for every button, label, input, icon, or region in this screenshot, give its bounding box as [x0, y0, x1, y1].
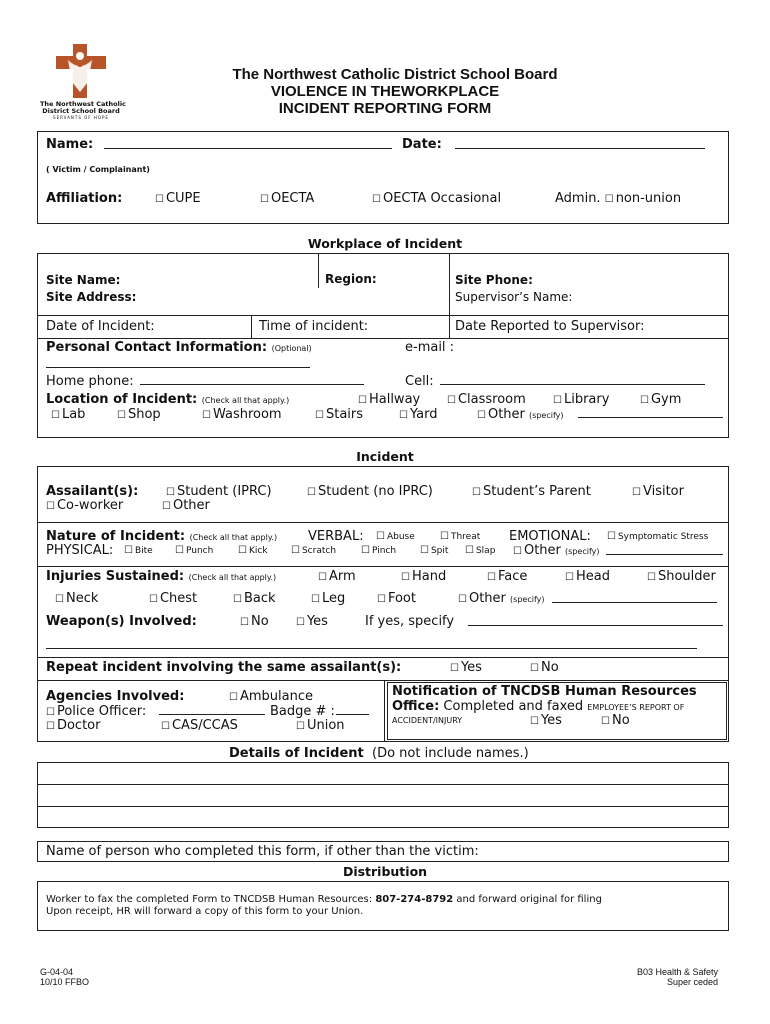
weapons-specify-field-2[interactable]	[46, 637, 697, 649]
checkbox-icon[interactable]: ☐	[46, 721, 55, 732]
time-of-incident-label: Time of incident:	[259, 319, 369, 334]
details-box[interactable]	[37, 762, 729, 828]
checkbox-icon[interactable]: ☐	[233, 594, 242, 605]
injury-leg[interactable]: ☐ Leg	[311, 591, 346, 606]
footer-section: B03 Health & Safety	[636, 967, 718, 977]
checkbox-icon[interactable]: ☐	[175, 545, 184, 556]
loc-hallway[interactable]: ☐ Hallway	[358, 392, 421, 407]
checkbox-icon[interactable]: ☐	[399, 410, 408, 421]
notification-line3: ACCIDENT/INJURY	[392, 716, 463, 725]
assailant-visitor[interactable]: ☐ Visitor	[632, 484, 684, 499]
checkbox-icon[interactable]: ☐	[604, 194, 614, 205]
affiliation-cupe[interactable]: ☐ CUPE	[155, 191, 201, 206]
loc-washroom[interactable]: ☐ Washroom	[202, 407, 282, 422]
injury-shoulder[interactable]: ☐ Shoulder	[647, 569, 716, 584]
distribution-line2: Upon receipt, HR will forward a copy of this form to your Union.	[46, 906, 364, 917]
victim-note: ( Victim / Complainant)	[46, 165, 150, 174]
physical-slap[interactable]: ☐ Slap	[465, 545, 496, 556]
checkbox-icon[interactable]: ☐	[513, 546, 522, 557]
personal-contact-label: Personal Contact Information: (Optional)	[46, 340, 312, 355]
agencies-label: Agencies Involved:	[46, 689, 185, 704]
assailants-label: Assailant(s):	[46, 484, 139, 499]
checkbox-icon[interactable]: ☐	[601, 716, 610, 727]
completed-by-label: Name of person who completed this form, if other than the victim:	[46, 844, 479, 859]
checkbox-icon[interactable]: ☐	[487, 572, 496, 583]
org-title: The Northwest Catholic District School Board	[232, 66, 558, 83]
checkbox-icon[interactable]: ☐	[166, 487, 175, 498]
checkbox-icon[interactable]: ☐	[607, 531, 616, 542]
checkbox-icon[interactable]: ☐	[229, 692, 238, 703]
injury-foot[interactable]: ☐ Foot	[377, 591, 416, 606]
date-field[interactable]	[455, 137, 705, 149]
checkbox-icon[interactable]: ☐	[238, 545, 247, 556]
injury-neck[interactable]: ☐ Neck	[55, 591, 99, 606]
physical-bite[interactable]: ☐ Bite	[124, 545, 153, 556]
loc-lab[interactable]: ☐ Lab	[51, 407, 86, 422]
region-label: Region:	[325, 272, 377, 286]
checkbox-icon[interactable]: ☐	[361, 545, 370, 556]
loc-stairs[interactable]: ☐ Stairs	[315, 407, 364, 422]
checkbox-icon[interactable]: ☐	[202, 410, 211, 421]
nature-label: Nature of Incident: (Check all that apply.)	[46, 529, 278, 544]
weapons-specify-field[interactable]	[468, 614, 723, 626]
loc-shop[interactable]: ☐ Shop	[117, 407, 161, 422]
home-phone-label: Home phone:	[46, 374, 134, 389]
checkbox-icon[interactable]: ☐	[447, 395, 456, 406]
checkbox-icon[interactable]: ☐	[240, 617, 249, 628]
emotional-label: EMOTIONAL:	[509, 529, 591, 544]
checkbox-icon[interactable]: ☐	[315, 410, 324, 421]
physical-label: PHYSICAL:	[46, 543, 114, 558]
badge-label: Badge # :	[270, 704, 335, 719]
date-reported-label: Date Reported to Supervisor:	[455, 319, 645, 334]
incident-heading: Incident	[356, 449, 414, 464]
injury-arm[interactable]: ☐ Arm	[318, 569, 356, 584]
details-heading: Details of Incident (Do not include names.)	[229, 746, 529, 761]
checkbox-icon[interactable]: ☐	[477, 410, 486, 421]
loc-classroom[interactable]: ☐ Classroom	[447, 392, 526, 407]
checkbox-icon[interactable]: ☐	[46, 501, 55, 512]
checkbox-icon[interactable]: ☐	[311, 594, 320, 605]
logo-motto: SERVANTS OF HOPE	[53, 115, 109, 120]
personal-contact-field[interactable]	[46, 356, 310, 368]
verbal-label: VERBAL:	[308, 529, 364, 544]
checkbox-icon[interactable]: ☐	[530, 716, 539, 727]
repeat-no[interactable]: ☐ No	[530, 660, 559, 675]
checkbox-icon[interactable]: ☐	[376, 531, 385, 542]
distribution-line1: Worker to fax the completed Form to TNCDSB Human Resources: 807-274-8792 and forward original for filing	[46, 894, 602, 905]
physical-pinch[interactable]: ☐ Pinch	[361, 545, 397, 556]
police-officer-field[interactable]	[159, 703, 265, 715]
supervisor-label: Supervisor’s Name:	[455, 290, 573, 304]
checkbox-icon[interactable]: ☐	[296, 617, 305, 628]
checkbox-icon[interactable]: ☐	[632, 487, 641, 498]
checkbox-icon[interactable]: ☐	[161, 721, 170, 732]
weapons-no[interactable]: ☐ No	[240, 614, 269, 629]
cell-label: Cell:	[405, 374, 434, 389]
checkbox-icon[interactable]: ☐	[420, 545, 429, 556]
affiliation-oecta-occasional[interactable]: ☐ OECTA Occasional	[372, 191, 502, 206]
assailant-student-no-iprc[interactable]: ☐ Student (no IPRC)	[307, 484, 433, 499]
checkbox-icon[interactable]: ☐	[296, 721, 305, 732]
checkbox-icon[interactable]: ☐	[458, 594, 467, 605]
checkbox-icon[interactable]: ☐	[46, 707, 55, 718]
name-field[interactable]	[104, 137, 392, 149]
footer-rev: 10/10 FFBO	[40, 977, 90, 987]
distribution-heading: Distribution	[342, 864, 428, 879]
checkbox-icon[interactable]: ☐	[450, 663, 459, 674]
physical-spit[interactable]: ☐ Spit	[420, 545, 449, 556]
badge-field[interactable]	[336, 703, 369, 715]
home-phone-field[interactable]	[140, 373, 364, 385]
checkbox-icon[interactable]: ☐	[565, 572, 574, 583]
checkbox-icon[interactable]: ☐	[155, 194, 164, 205]
notification-no[interactable]: ☐ No	[601, 713, 630, 728]
repeat-label: Repeat incident involving the same assailant(s):	[46, 660, 402, 675]
physical-kick[interactable]: ☐ Kick	[238, 545, 268, 556]
injury-back[interactable]: ☐ Back	[233, 591, 276, 606]
physical-other-field[interactable]	[606, 543, 723, 555]
notification-title: Notification of TNCDSB Human Resources	[392, 684, 697, 699]
repeat-yes[interactable]: ☐ Yes	[450, 660, 482, 675]
location-label: Location of Incident: (Check all that apply.)	[46, 392, 290, 407]
injury-head[interactable]: ☐ Head	[565, 569, 610, 584]
footer-superceded: Super ceded	[666, 977, 718, 987]
checkbox-icon[interactable]: ☐	[647, 572, 656, 583]
form-title-2: INCIDENT REPORTING FORM	[278, 100, 492, 117]
checkbox-icon[interactable]: ☐	[465, 545, 474, 556]
checkbox-icon[interactable]: ☐	[124, 545, 133, 556]
checkbox-icon[interactable]: ☐	[640, 395, 649, 406]
injury-other-field[interactable]	[552, 591, 717, 603]
logo-text-line1: The Northwest Catholic	[40, 100, 126, 108]
affiliation-admin[interactable]: Admin. ☐ non-union	[555, 191, 682, 206]
injury-chest[interactable]: ☐ Chest	[149, 591, 198, 606]
checkbox-icon[interactable]: ☐	[291, 545, 300, 556]
injury-hand[interactable]: ☐ Hand	[401, 569, 447, 584]
checkbox-icon[interactable]: ☐	[553, 395, 562, 406]
email-label: e-mail :	[405, 340, 455, 355]
checkbox-icon[interactable]: ☐	[55, 594, 64, 605]
injury-face[interactable]: ☐ Face	[487, 569, 528, 584]
affiliation-oecta[interactable]: ☐ OECTA	[260, 191, 315, 206]
checkbox-icon[interactable]: ☐	[149, 594, 158, 605]
verbal-threat[interactable]: ☐ Threat	[440, 531, 481, 542]
checkbox-icon[interactable]: ☐	[162, 501, 171, 512]
injuries-label: Injuries Sustained: (Check all that apply.)	[46, 569, 277, 584]
checkbox-icon[interactable]: ☐	[401, 572, 410, 583]
checkbox-icon[interactable]: ☐	[307, 487, 316, 498]
agency-police[interactable]: ☐ Police Officer:	[46, 704, 147, 719]
agency-doctor[interactable]: ☐ Doctor	[46, 718, 101, 733]
cell-field[interactable]	[440, 373, 705, 385]
site-name-label: Site Name:	[46, 273, 121, 287]
weapons-if-yes-label: If yes, specify	[365, 614, 455, 629]
form-title-1: VIOLENCE IN THEWORKPLACE	[270, 83, 500, 100]
footer-code: G-04-04	[40, 967, 74, 977]
checkbox-icon[interactable]: ☐	[372, 194, 381, 205]
logo-text-line2: District School Board	[42, 107, 120, 115]
checkbox-icon[interactable]: ☐	[440, 531, 449, 542]
loc-gym[interactable]: ☐ Gym	[640, 392, 682, 407]
loc-library[interactable]: ☐ Library	[553, 392, 610, 407]
site-address-label: Site Address:	[46, 290, 137, 304]
physical-other[interactable]: ☐ Other (specify)	[513, 543, 600, 558]
loc-other[interactable]: ☐ Other (specify)	[477, 407, 564, 422]
assailant-coworker[interactable]: ☐ Co-worker	[46, 498, 124, 513]
verbal-abuse[interactable]: ☐ Abuse	[376, 531, 415, 542]
physical-scratch[interactable]: ☐ Scratch	[291, 545, 337, 556]
checkbox-icon[interactable]: ☐	[530, 663, 539, 674]
assailant-student-iprc[interactable]: ☐ Student (IPRC)	[166, 484, 272, 499]
loc-other-field[interactable]	[578, 406, 723, 418]
name-label: Name:	[46, 137, 94, 152]
loc-yard[interactable]: ☐ Yard	[399, 407, 438, 422]
checkbox-icon[interactable]: ☐	[117, 410, 126, 421]
notification-line2: Office: Completed and faxed EMPLOYEE’S REPORT OF	[392, 699, 685, 714]
injury-other[interactable]: ☐ Other (specify)	[458, 591, 545, 606]
checkbox-icon[interactable]: ☐	[358, 395, 367, 406]
checkbox-icon[interactable]: ☐	[377, 594, 386, 605]
checkbox-icon[interactable]: ☐	[51, 410, 60, 421]
checkbox-icon[interactable]: ☐	[260, 194, 269, 205]
notification-yes[interactable]: ☐ Yes	[530, 713, 562, 728]
assailant-parent[interactable]: ☐ Student’s Parent	[472, 484, 591, 499]
site-phone-label: Site Phone:	[455, 273, 533, 287]
date-of-incident-label: Date of Incident:	[46, 319, 155, 334]
assailant-other[interactable]: ☐ Other	[162, 498, 210, 513]
physical-punch[interactable]: ☐ Punch	[175, 545, 214, 556]
date-label: Date:	[402, 137, 442, 152]
workplace-heading: Workplace of Incident	[307, 236, 463, 251]
agency-union[interactable]: ☐ Union	[296, 718, 345, 733]
emotional-symptomatic[interactable]: ☐ Symptomatic Stress	[607, 531, 709, 542]
affiliation-label: Affiliation:	[46, 191, 123, 206]
agency-ambulance[interactable]: ☐ Ambulance	[229, 689, 313, 704]
checkbox-icon[interactable]: ☐	[472, 487, 481, 498]
weapons-yes[interactable]: ☐ Yes	[296, 614, 328, 629]
agency-cas[interactable]: ☐ CAS/CCAS	[161, 718, 238, 733]
checkbox-icon[interactable]: ☐	[318, 572, 327, 583]
weapons-label: Weapon(s) Involved:	[46, 614, 197, 629]
